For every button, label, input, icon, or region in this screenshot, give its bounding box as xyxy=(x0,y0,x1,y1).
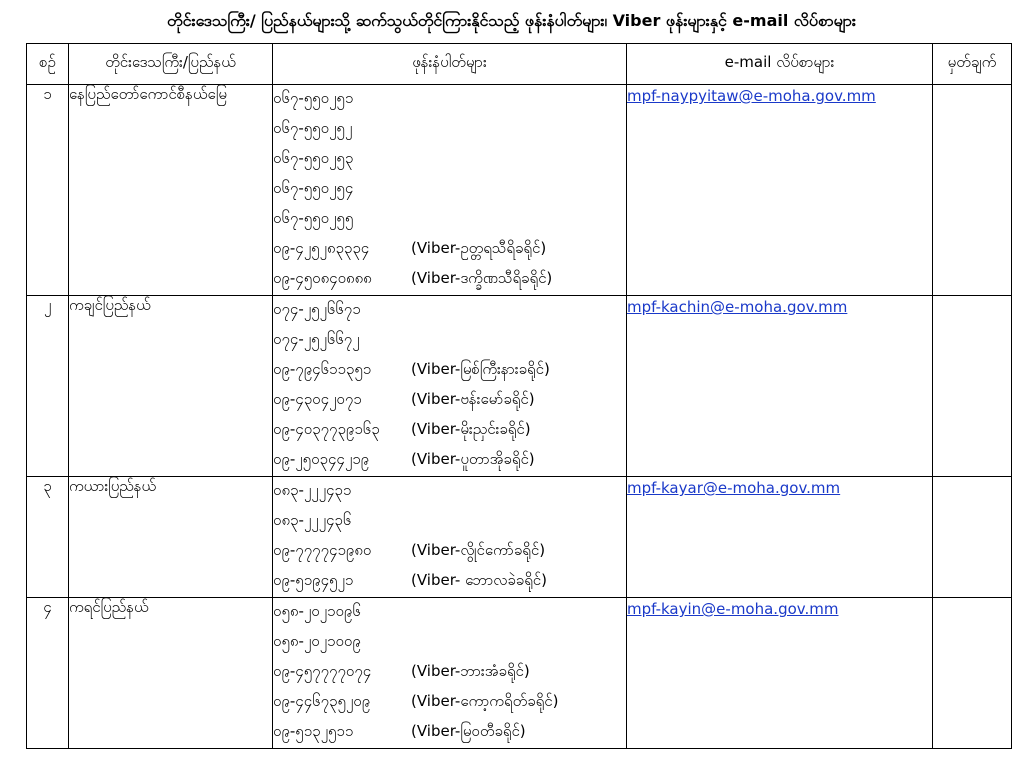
email-cell xyxy=(627,296,933,477)
phone-entry xyxy=(273,386,626,416)
header-email: e-mail လိပ်စာများ xyxy=(627,44,933,85)
phone-number: ၀၉-၅၁၉၄၅၂၁ xyxy=(273,571,354,589)
phone-number: ၀၆၇-၅၅၀၂၅၁ xyxy=(273,89,354,107)
phone-number: ၀၅၈-၂၀၂၁၀၀၉ xyxy=(273,632,361,650)
viber-label: (Viber-ဥတ္တရသီရိခရိုင်) xyxy=(411,239,547,257)
phone-entry xyxy=(273,658,626,688)
table-row xyxy=(27,85,1012,296)
phone-number: ၀၉-၇၇၇၇၄၁၉၈၀ xyxy=(273,541,372,559)
phone-entry xyxy=(273,537,626,567)
contact-table xyxy=(26,43,1012,749)
email-cell xyxy=(627,477,933,598)
phone-number: ၀၉-၂၅၀၃၄၄၂၁၉ xyxy=(273,450,370,468)
phone-entry xyxy=(273,718,626,748)
viber-label: (Viber-ဒက္ခိဏသီရိခရိုင်) xyxy=(411,269,553,287)
viber-label: (Viber- ဘောလခဲခရိုင်) xyxy=(411,571,547,589)
row-number: ၄ xyxy=(27,598,69,749)
phone-list xyxy=(273,477,627,598)
phone-list xyxy=(273,85,627,296)
phone-entry xyxy=(273,598,626,628)
phone-entry xyxy=(273,296,626,326)
phone-entry xyxy=(273,265,626,295)
phone-number: ၀၉-၄၄၆၇၃၅၂၀၉ xyxy=(273,692,371,710)
phone-entry xyxy=(273,567,626,597)
region-name: ကယားပြည်နယ် xyxy=(69,477,273,598)
phone-number: ၀၉-၅၁၃၂၅၁၁ xyxy=(273,722,354,740)
phone-entry xyxy=(273,145,626,175)
phone-entry xyxy=(273,507,626,537)
remark-cell xyxy=(933,296,1012,477)
phone-entry xyxy=(273,477,626,507)
header-no: စဉ် xyxy=(27,44,69,85)
viber-label: (Viber-မြစ်ကြီးနားခရိုင်) xyxy=(411,360,550,378)
phone-entry xyxy=(273,235,626,265)
viber-label: (Viber-ပူတာအိုခရိုင်) xyxy=(411,450,535,468)
phone-number: ၀၈၃-၂၂၂၄၃၁ xyxy=(273,481,352,499)
phone-number: ၀၉-၄၅၀၈၄၀၈၈၈ xyxy=(273,269,372,287)
phone-number: ၀၇၄-၂၅၂၆၆၇၂ xyxy=(273,330,360,348)
document-title: တိုင်းဒေသကြီး/ ပြည်နယ်များသို့ ဆက်သွယ်တိုင်ကြားနိုင်သည့် ဖုန်းနံပါတ်များ၊ Viber ဖုန်းများနှင့် e-mail လိပ်စာများ xyxy=(167,11,856,30)
phone-number: ၀၆၇-၅၅၀၂၅၅ xyxy=(273,209,354,227)
row-number: ၃ xyxy=(27,477,69,598)
phone-entry xyxy=(273,416,626,446)
viber-label: (Viber-ကော့ကရိတ်ခရိုင်) xyxy=(411,692,559,710)
row-number: ၂ xyxy=(27,296,69,477)
phone-number: ၀၇၄-၂၅၂၆၆၇၁ xyxy=(273,300,361,318)
table-row xyxy=(27,477,1012,598)
row-number: ၁ xyxy=(27,85,69,296)
phone-entry xyxy=(273,326,626,356)
header-region: တိုင်းဒေသကြီး/ပြည်နယ် xyxy=(69,44,273,85)
header-remark: မှတ်ချက် xyxy=(933,44,1012,85)
phone-entry xyxy=(273,205,626,235)
phone-list xyxy=(273,296,627,477)
phone-number: ၀၆၇-၅၅၀၂၅၃ xyxy=(273,149,354,167)
phone-list xyxy=(273,598,627,749)
viber-label: (Viber-ဘားအံခရိုင်) xyxy=(411,662,530,680)
viber-label: (Viber-မြဝတီခရိုင်) xyxy=(411,722,526,740)
remark-cell xyxy=(933,85,1012,296)
email-link[interactable]: mpf-kachin@e-moha.gov.mm xyxy=(627,298,848,316)
phone-number: ၀၆၇-၅၅၀၂၅၂ xyxy=(273,119,353,137)
email-link[interactable]: mpf-kayin@e-moha.gov.mm xyxy=(627,600,839,618)
phone-number: ၀၉-၇၉၄၆၁၁၃၅၁ xyxy=(273,360,372,378)
table-header-row xyxy=(27,44,1012,85)
phone-number: ၀၉-၄၀၃၇၇၃၉၁၆၃ xyxy=(273,420,380,438)
header-phones: ဖုန်းနံပါတ်များ xyxy=(273,44,627,85)
remark-cell xyxy=(933,598,1012,749)
phone-number: ၀၉-၄၅၇၇၇၇၀၇၄ xyxy=(273,662,372,680)
region-name: ကချင်ပြည်နယ် xyxy=(69,296,273,477)
email-link[interactable]: mpf-naypyitaw@e-moha.gov.mm xyxy=(627,87,876,105)
viber-label: (Viber-မိုးညှင်းခရိုင်) xyxy=(411,420,531,438)
table-body xyxy=(27,85,1012,749)
table-row xyxy=(27,598,1012,749)
phone-number: ၀၉-၄၂၅၂၈၃၃၃၄ xyxy=(273,239,370,257)
phone-number: ၀၆၇-၅၅၀၂၅၄ xyxy=(273,179,354,197)
remark-cell xyxy=(933,477,1012,598)
phone-number: ၀၈၃-၂၂၂၄၃၆ xyxy=(273,511,352,529)
phone-entry xyxy=(273,115,626,145)
viber-label: (Viber-လွိုင်ကော်ခရိုင်) xyxy=(411,541,546,559)
phone-entry xyxy=(273,175,626,205)
phone-entry xyxy=(273,688,626,718)
region-name: ကရင်ပြည်နယ် xyxy=(69,598,273,749)
table-row xyxy=(27,296,1012,477)
phone-entry xyxy=(273,628,626,658)
email-cell xyxy=(627,85,933,296)
phone-number: ၀၉-၄၃၀၄၂၀၇၁ xyxy=(273,390,362,408)
phone-entry xyxy=(273,446,626,476)
email-link[interactable]: mpf-kayar@e-moha.gov.mm xyxy=(627,479,841,497)
phone-entry xyxy=(273,356,626,386)
phone-entry xyxy=(273,85,626,115)
email-cell xyxy=(627,598,933,749)
viber-label: (Viber-ဗန်းမော်ခရိုင်) xyxy=(411,390,535,408)
region-name: နေပြည်တော်ကောင်စီနယ်မြေ xyxy=(69,85,273,296)
phone-number: ၀၅၈-၂၀၂၁၀၉၆ xyxy=(273,602,361,620)
